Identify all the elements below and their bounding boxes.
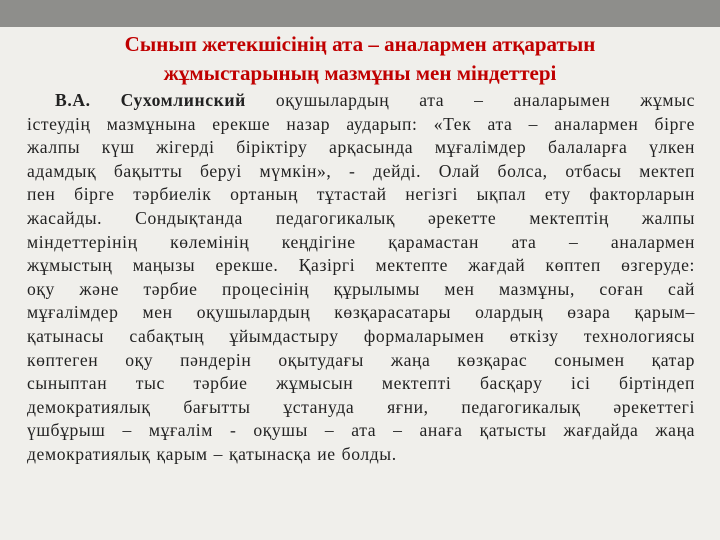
paragraph-line: сыныптан тыс тәрбие жұмысын мектепті басқару ісі біртіндеп	[27, 373, 695, 394]
paragraph-line: демократиялық қарым – қатынасқа ие болды.	[27, 443, 397, 464]
paragraph-line: адамдық бақытты беруі мүмкін», - дейді. Олай болса, отбасы мектеп	[27, 160, 695, 181]
slide-title	[60, 30, 660, 88]
paragraph-line: көптеген оқу пәндерін оқытудағы жаңа көзқарас сонымен қатар	[27, 349, 695, 370]
paragraph-line: мұғалімдер мен оқушылардың көзқарасатары олардың өзара қарым–	[27, 302, 695, 323]
top-band	[0, 0, 720, 27]
slide	[0, 27, 720, 540]
author-name: В.А. Сухомлинский	[55, 90, 246, 110]
paragraph-line-text: оқушылардың ата – аналарымен жұмыс	[245, 90, 695, 110]
paragraph-line: пен бірге тәрбиелік ортаның тұтастай негізгі ықпал ету факторларын	[27, 184, 695, 205]
slide-title-line-2: жұмыстарының мазмұны мен міндеттері	[163, 61, 557, 85]
paragraph-line: жалпы күш жігерді біріктіру арқасында мұғалімдер балаларға үлкен	[27, 137, 695, 158]
paragraph-line: қатынасы сабақтың ұйымдастыру формаларымен өткізу технологиясы	[27, 325, 695, 346]
paragraph-line: жасайды. Сондықтанда педагогикалық әрекетте мектептің жалпы	[27, 207, 695, 228]
paragraph-line: оқу және тәрбие процесінің құрылымы мен мазмұны, соған сай	[27, 278, 695, 299]
paragraph-line: міндеттерінің көлемінің кеңдігіне қарамастан ата – аналармен	[27, 231, 695, 252]
slide-title-line-1: Сынып жетекшісінің ата – аналармен атқаратын	[124, 32, 596, 56]
paragraph-line: жұмыстың маңызы ерекше. Қазіргі мектепте жағдай көптеп өзгеруде:	[27, 255, 695, 276]
paragraph-line: үшбұрыш – мұғалім - оқушы – ата – анаға қатысты жағдайда жаңа	[27, 420, 695, 441]
paragraph-line: істеудің мазмұнына ерекше назар аударып: «Тек ата – аналармен бірге	[27, 113, 695, 134]
paragraph-line	[27, 89, 695, 113]
paragraph-line: демократиялық бағытты ұстануда яғни, педагогикалық әрекеттегі	[27, 396, 695, 417]
body-paragraph	[27, 89, 695, 467]
